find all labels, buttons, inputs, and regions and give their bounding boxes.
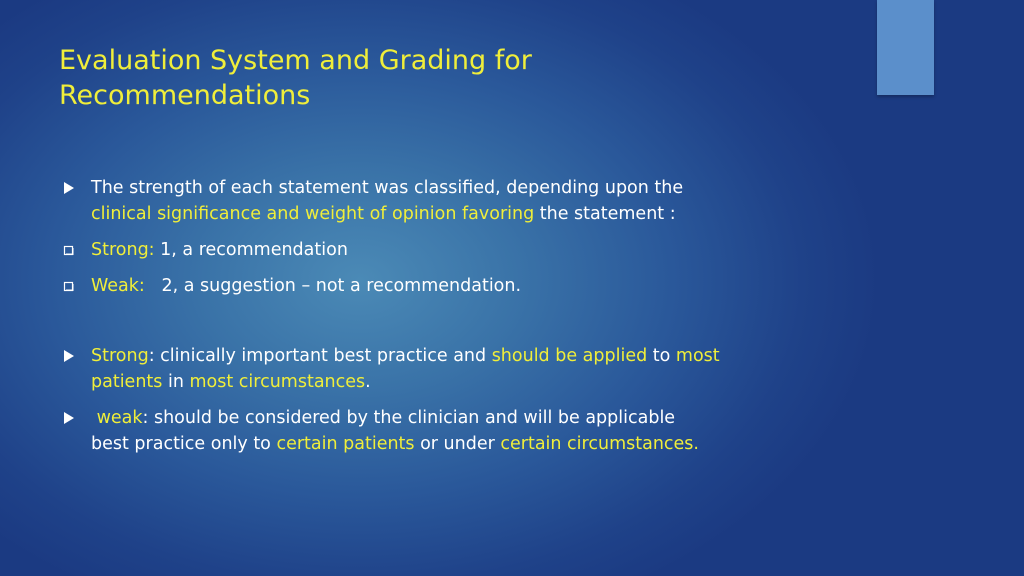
bullet-text: the statement :	[534, 204, 676, 224]
bullet-item-strength-classification	[60, 175, 860, 227]
highlight-text: certain patients	[276, 434, 415, 454]
triangle-bullet-icon	[62, 175, 76, 201]
square-bullet-icon	[62, 237, 76, 263]
highlight-text: certain circumstances.	[500, 434, 699, 454]
bullet-text: The strength of each statement was classified, depending upon the	[91, 178, 684, 198]
bullet-item-weak-definition	[60, 405, 860, 457]
bullet-text: in	[162, 372, 190, 392]
bullet-text: 2, a suggestion – not a recommendation.	[144, 276, 522, 296]
highlight-text: should be applied	[491, 346, 648, 366]
highlight-text: patients	[91, 372, 163, 392]
triangle-bullet-icon	[62, 343, 76, 369]
bullet-text: .	[365, 372, 371, 392]
title-line-1: Evaluation System and Grading for	[59, 45, 532, 76]
bullet-item-strong-definition	[60, 343, 860, 395]
bullet-item-strong-grade	[60, 237, 860, 263]
bullet-text: best practice only to	[91, 434, 277, 454]
bullet-text: : clinically important best practice and	[148, 346, 492, 366]
accent-tab	[877, 0, 934, 95]
bullet-text: : should be considered by the clinician and will be applicable	[142, 408, 676, 428]
highlight-text: Strong	[91, 346, 149, 366]
slide-content	[60, 175, 860, 457]
highlight-text: Strong:	[91, 240, 155, 260]
triangle-bullet-icon	[62, 405, 76, 431]
slide-title	[59, 43, 699, 113]
bullet-text: to	[647, 346, 676, 366]
bullet-item-weak-grade	[60, 273, 860, 299]
bullet-text: or under	[414, 434, 501, 454]
bullet-text: 1, a recommendation	[154, 240, 348, 260]
highlight-text: Weak:	[91, 276, 145, 296]
square-bullet-icon	[62, 273, 76, 299]
highlight-text: weak	[96, 408, 143, 428]
highlight-text: most circumstances	[189, 372, 366, 392]
highlight-text: clinical significance and weight of opinion favoring	[91, 204, 535, 224]
title-line-2: Recommendations	[59, 80, 311, 111]
highlight-text: most	[675, 346, 720, 366]
